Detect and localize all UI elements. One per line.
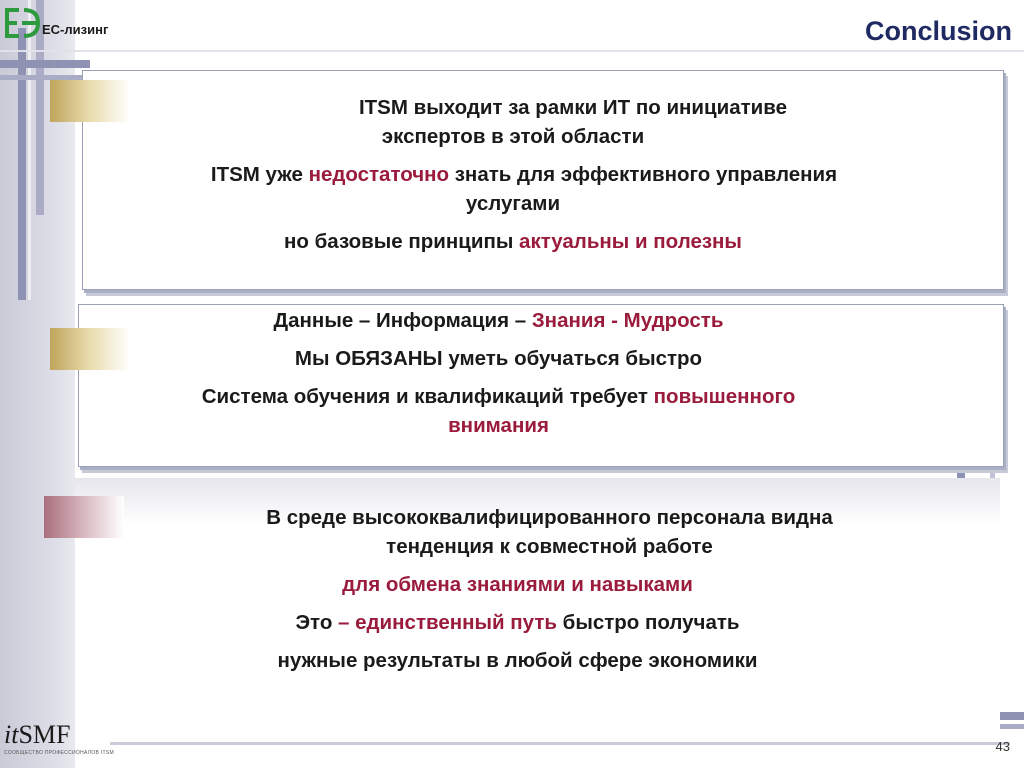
slide-title: Conclusion bbox=[865, 16, 1012, 46]
logo-text: ЕС-лизинг bbox=[42, 22, 109, 37]
panel-3-line-5: нужные результаты в любой сфере экономики bbox=[277, 649, 758, 672]
panel-1-line-2: экспертов в этой области bbox=[381, 125, 645, 148]
panel-3-line-1: В среде высококвалифицированного персонала видна bbox=[266, 506, 833, 529]
panel-1-line-5: но базовые принципы актуальны и полезны bbox=[284, 230, 742, 253]
panel-2-line-1: Данные – Информация – Знания - Мудрость bbox=[273, 309, 724, 332]
panel-2-line-3: Система обучения и квалификаций требует повышенного bbox=[201, 385, 796, 408]
panel-2-line-4: внимания bbox=[448, 414, 549, 437]
itsmf-logo: itSMF СООБЩЕСТВО ПРОФЕССИОНАЛОВ ITSM bbox=[4, 720, 114, 756]
panel-2-line-2: Мы ОБЯЗАНЫ уметь обучаться быстро bbox=[294, 347, 703, 370]
panel-3-line-2: тенденция к совместной работе bbox=[386, 535, 713, 558]
panel-1-text bbox=[82, 93, 1004, 256]
panel-3-line-4: Это – единственный путь быстро получать bbox=[295, 611, 740, 634]
itsmf-logo-subtitle: СООБЩЕСТВО ПРОФЕССИОНАЛОВ ITSM bbox=[4, 750, 114, 756]
page-number: 43 bbox=[995, 739, 1010, 754]
panel-1-line-1: ITSM выходит за рамки ИТ по инициативе bbox=[358, 96, 788, 119]
panel-1-line-4: услугами bbox=[465, 192, 561, 215]
panel-3-text bbox=[75, 503, 1000, 675]
panel-3-line-3: для обмена знаниями и навыками bbox=[342, 573, 693, 596]
panel-1-line-3: ITSM уже недостаточно знать для эффективного управления bbox=[210, 163, 838, 186]
panel-2-text bbox=[78, 306, 1004, 440]
